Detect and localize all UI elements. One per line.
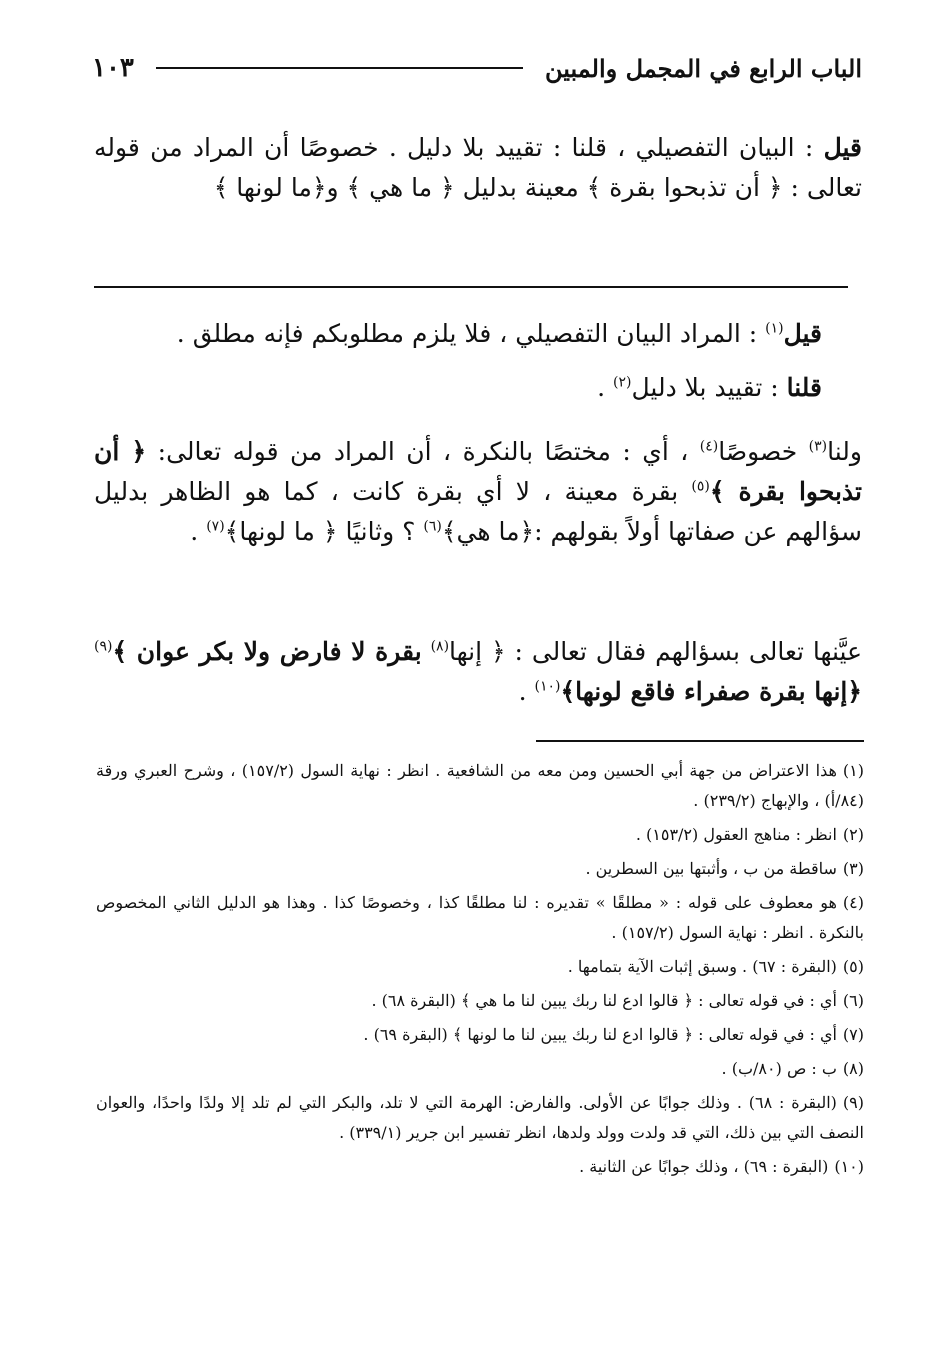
footnote-number: (٦) [842, 991, 864, 1010]
footnote-7 [96, 1020, 864, 1050]
footnote-number: (١٠) [834, 1157, 864, 1176]
footnote-number: (١) [842, 761, 865, 780]
conclusion-verse-2: ﴿إنها بقرة صفراء فاقع لونها﴾ [560, 677, 862, 706]
opening-paragraph [94, 128, 862, 208]
qulna-lead: قلنا [786, 373, 822, 402]
header-rule [156, 67, 523, 69]
footnote-6 [96, 986, 864, 1016]
footnote-text: (البقرة : ٦٨) . وذلك جوابًا عن الأولى. والفارض: الهرمة التي لا تلد، والبكر التي لم تلد إلا ولدًا واحدًا، والعوان النصف التي بين ذلك، التي قد ولدت وولد ولدها، انظر تفسير ابن جرير (٣٣٩/١) . [96, 1093, 864, 1142]
opening-paragraph-text: : البيان التفصيلي ، قلنا : تقييد بلا دليل . خصوصًا أن المراد من قوله تعالى : ﴿ أن تذبحوا بقرة ﴾ معينة بدليل ﴿ ما هي ﴾ و﴿ما لونها ﴾ [94, 133, 862, 202]
footnote-number: (٨) [842, 1059, 864, 1078]
conclusion-end: . [518, 677, 527, 706]
objection-text: : المراد البيان التفصيلي ، فلا يلزم مطلوبكم فإنه مطلق . [176, 319, 758, 348]
page-header [92, 46, 862, 90]
footnote-2 [96, 820, 864, 850]
footnote-ref-2[interactable]: (٢) [613, 374, 632, 391]
footnote-4 [96, 888, 864, 948]
footnote-ref-4[interactable]: (٤) [699, 438, 719, 455]
footnote-text: ب : ص (٨٠/ب) . [721, 1059, 837, 1078]
response-text: : تقييد بلا دليل [631, 373, 779, 402]
footnote-text: (البقرة : ٦٧) . وسبق إثبات الآية بتمامها . [567, 957, 837, 976]
argument-text-3: ؟ وثانيًا ﴿ ما لونها﴾ [224, 517, 416, 546]
footnote-9 [96, 1088, 864, 1148]
objection-paragraph [94, 314, 822, 354]
argument-khususan: خصوصًا [718, 437, 798, 466]
footnote-number: (٧) [842, 1025, 864, 1044]
footnote-ref-5[interactable]: (٥) [691, 478, 710, 495]
argument-end: . [190, 517, 199, 546]
footnote-number: (٢) [842, 825, 864, 844]
argument-text-1: ، أي : مختصًا بالنكرة ، أن المراد من قوله تعالى: [157, 437, 689, 466]
footnote-5 [96, 952, 864, 982]
argument-lead: ولنا [827, 437, 862, 466]
qila-lead-2: قيل [783, 319, 822, 348]
footnote-text: هذا الاعتراض من جهة أبي الحسين ومن معه من الشافعية . انظر : نهاية السول (١٥٧/٢) ، وشرح العبري ورقة (٨٤/أ) ، والإبهاج (٢٣٩/٢) . [96, 761, 864, 810]
footnote-text: أي : في قوله تعالى : ﴿ قالوا ادع لنا ربك يبين لنا ما هي ﴾ (البقرة ٦٨) . [371, 991, 837, 1010]
footnote-8 [96, 1054, 864, 1084]
chapter-title: الباب الرابع في المجمل والمبين [545, 53, 862, 83]
page-number: ١٠٣ [92, 53, 134, 83]
argument-text-2: بقرة معينة ، لا أي بقرة كانت ، كما هو الظاهر بدليل سؤالهم عن صفاتها أولاً بقولهم :﴿ما هي﴾ [94, 477, 862, 546]
footnote-ref-9[interactable]: (٩) [94, 638, 113, 655]
response-end: . [597, 373, 606, 402]
conclusion-text-1: عيَّنها تعالى بسؤالهم فقال تعالى : ﴿ إنها [449, 637, 862, 666]
conclusion-verse-1: بقرة لا فارض ولا بكر عوان ﴾ [112, 637, 422, 666]
footnote-ref-1[interactable]: (١) [765, 320, 784, 337]
argument-paragraph [94, 432, 862, 552]
footnote-number: (٣) [842, 859, 864, 878]
footnote-number: (٤) [842, 893, 864, 912]
footnote-10 [96, 1152, 864, 1182]
footnote-separator [536, 740, 864, 742]
conclusion-paragraph [94, 632, 862, 712]
section-divider [94, 286, 848, 288]
footnote-text: انظر : مناهج العقول (١٥٣/٢) . [635, 825, 837, 844]
footnote-ref-3[interactable]: (٣) [808, 438, 828, 455]
footnote-number: (٩) [842, 1093, 864, 1112]
footnote-ref-8[interactable]: (٨) [430, 638, 450, 655]
footnote-text: ساقطة من ب ، وأثبتها بين السطرين . [585, 859, 837, 878]
footnotes-section [96, 756, 864, 1186]
footnote-text: أي : في قوله تعالى : ﴿ قالوا ادع لنا ربك يبين لنا ما لونها ﴾ (البقرة ٦٩) . [363, 1025, 837, 1044]
footnote-ref-10[interactable]: (١٠) [534, 678, 561, 695]
footnote-1 [96, 756, 864, 816]
footnote-text: هو معطوف على قوله : « مطلقًا » تقديره : لنا مطلقًا كذا ، وخصوصًا كذا . وهذا هو الدليل الثاني المخصوص بالنكرة . انظر : نهاية السول (١٥٧/٢) . [96, 893, 864, 942]
footnote-3 [96, 854, 864, 884]
footnote-ref-6[interactable]: (٦) [423, 518, 442, 535]
qila-lead: قيل [823, 133, 862, 162]
footnote-number: (٥) [842, 957, 864, 976]
footnote-text: (البقرة : ٦٩) ، وذلك جوابًا عن الثانية . [579, 1157, 829, 1176]
response-paragraph [94, 368, 822, 408]
verse-quote: ﴿ أن تذبحوا بقرة ﴾ [94, 437, 862, 506]
footnote-ref-7[interactable]: (٧) [206, 518, 225, 535]
